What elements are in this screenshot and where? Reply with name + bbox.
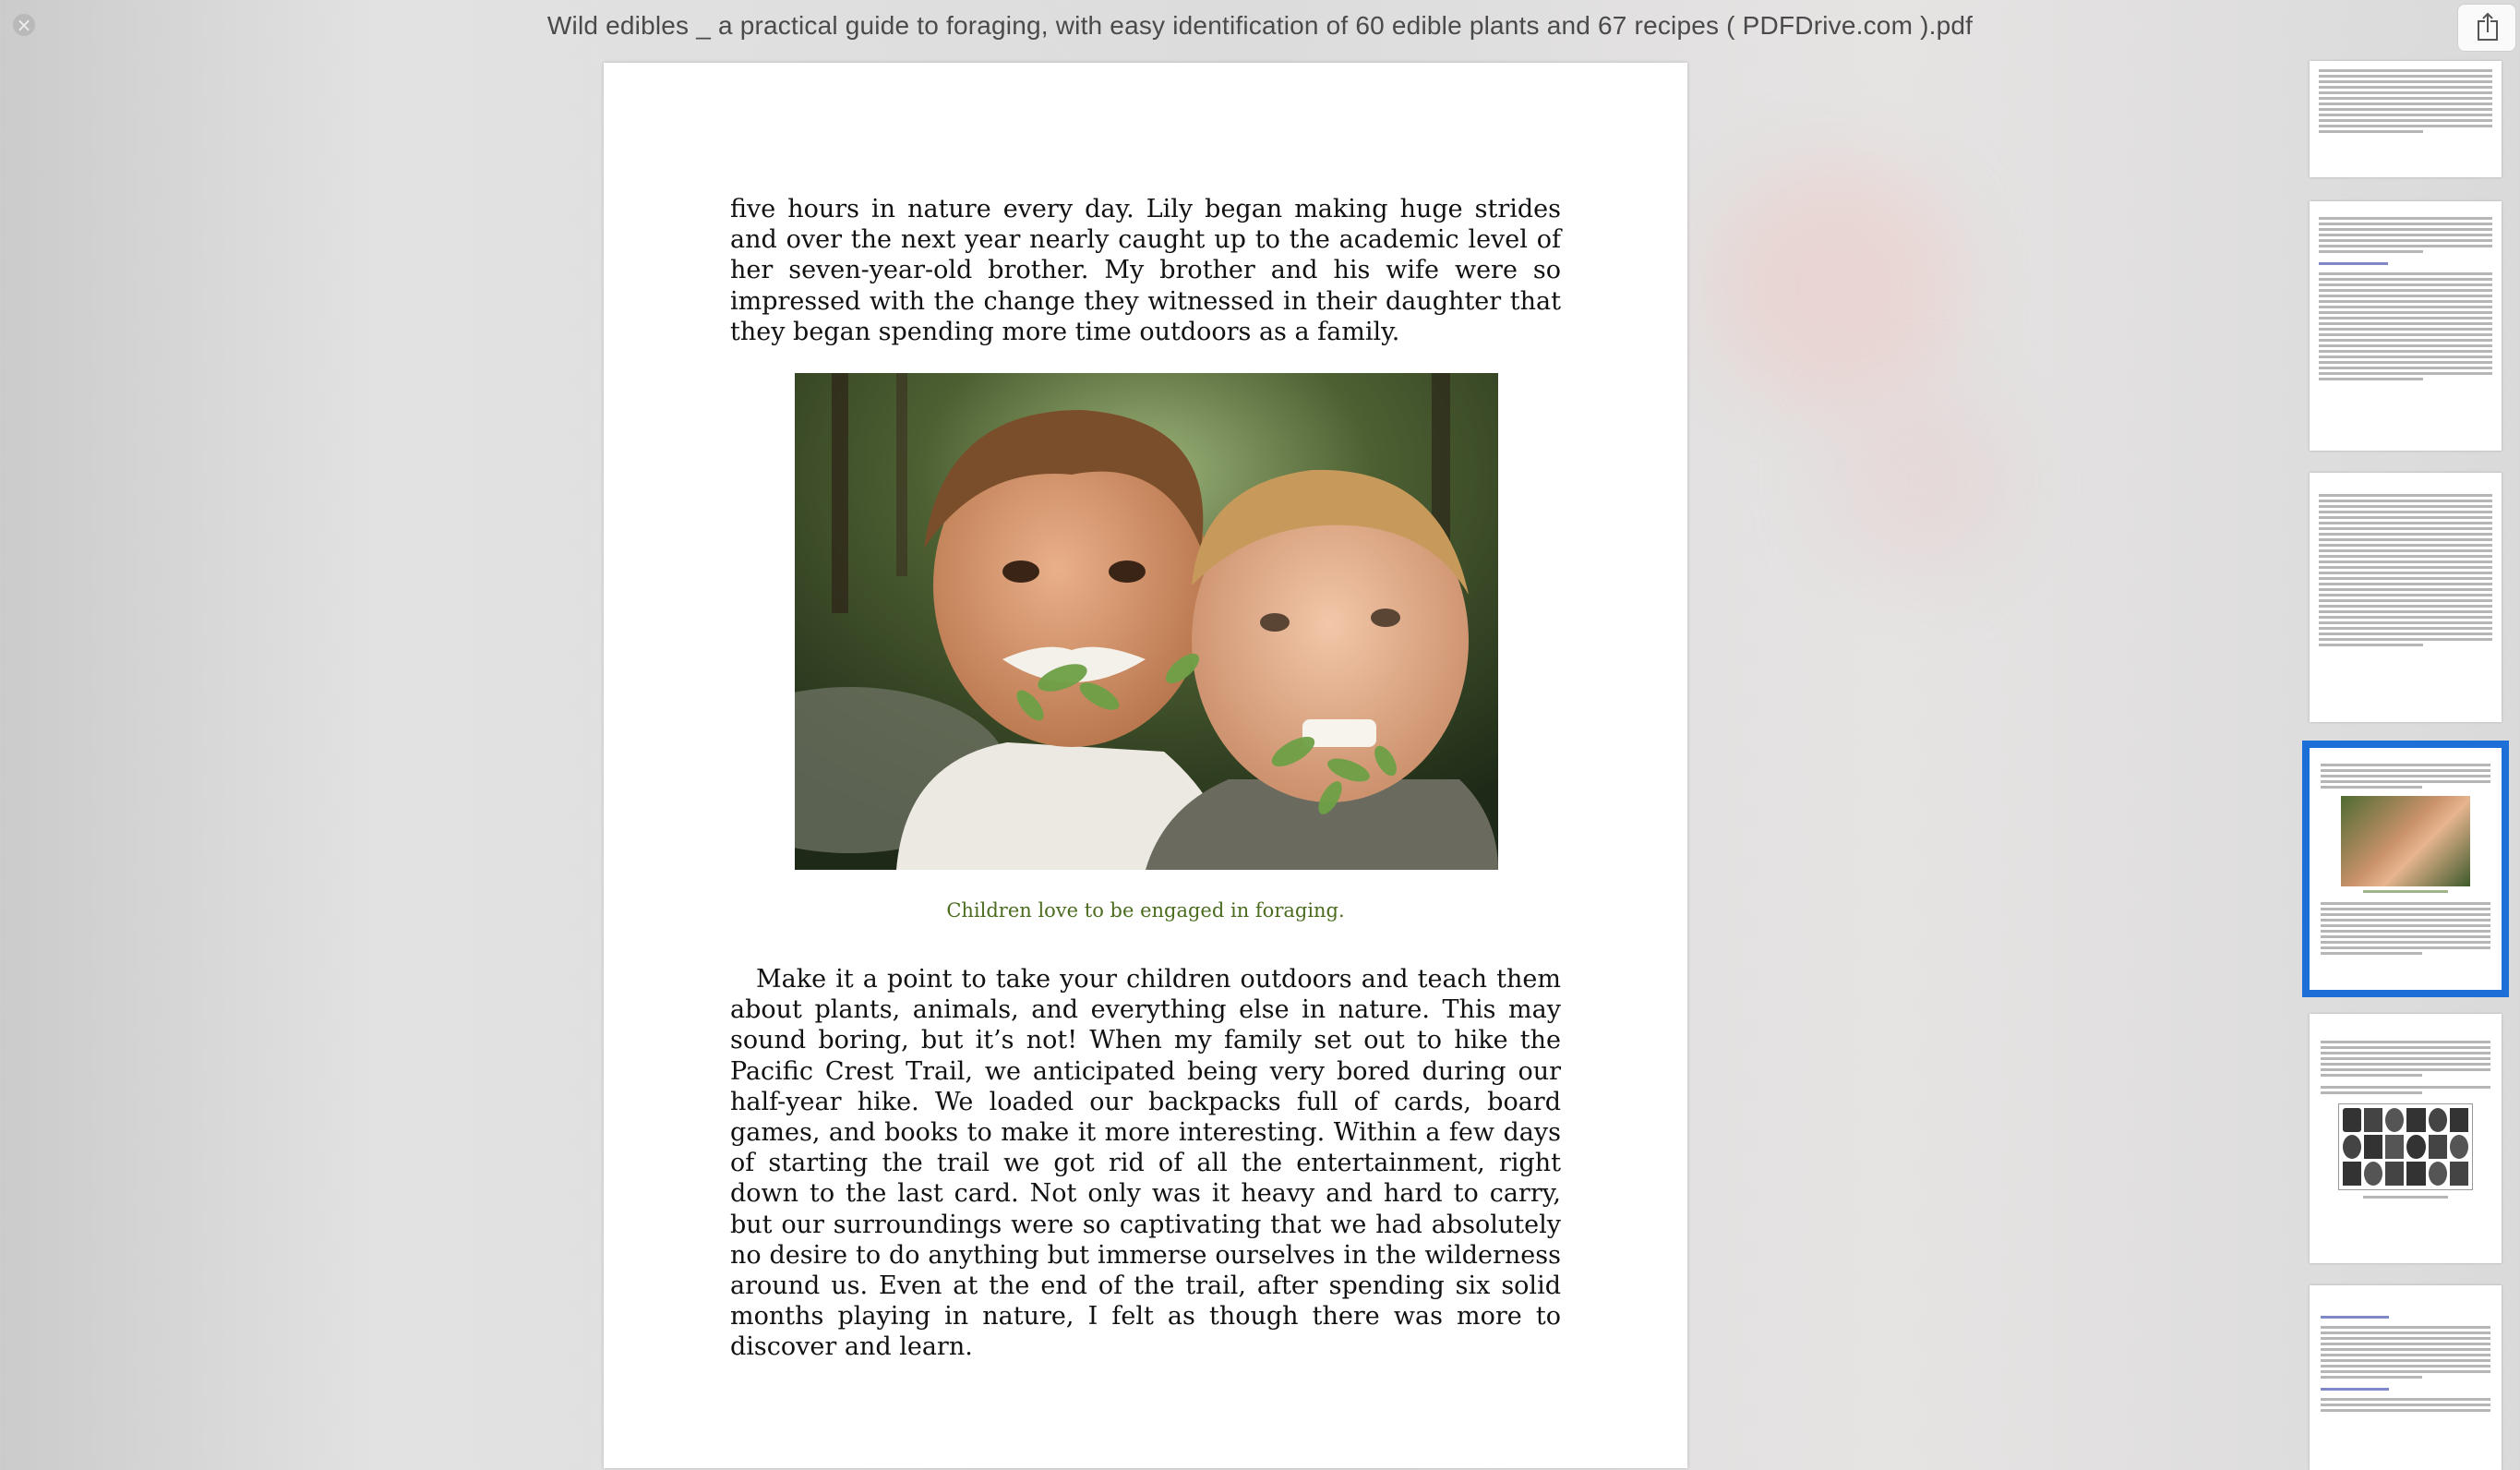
page-thumbnail-2[interactable] <box>2310 201 2502 451</box>
share-icon <box>2458 5 2517 53</box>
page-thumbnail-6[interactable] <box>2310 1285 2502 1470</box>
background-blur <box>1717 166 1957 406</box>
pdf-page <box>604 63 1687 1468</box>
title-bar <box>0 0 2520 55</box>
background-blur <box>1828 388 2012 572</box>
page-thumbnail-3[interactable] <box>2310 473 2502 722</box>
page-thumbnail-4[interactable] <box>2310 748 2502 990</box>
window-title: Wild edibles _ a practical guide to foraging, with easy identification of 60 edible plants and 67 recipes ( PDFDrive.com ).pdf <box>546 11 1974 40</box>
thumbnail-photo <box>2341 796 2470 886</box>
share-button[interactable] <box>2457 4 2516 52</box>
page-thumbnail-5[interactable] <box>2310 1014 2502 1263</box>
close-icon[interactable]: × <box>13 14 35 36</box>
body-paragraph: Make it a point to take your children outdoors and teach them about plants, animals, and everything else in nature. This may sound boring, but it’s not! When my family set out to hike the Pacific Crest Trail, we anticipated being very bored during our half-year hike. We loaded our backpacks full of cards, board games, and books to make it more interesting. Within a few days of starting the trail we got rid of all the entertainment, right down to the last card. Not only was it heavy and hard to carry, but our surroundings were so captivating that we had absolutely no desire to do anything but immerse ourselves in the wilderness around us. Even at the end of the trail, after spending six solid months playing in nature, I felt as though there was more to discover and learn. <box>730 965 1561 1362</box>
thumbnail-symbols-grid <box>2338 1103 2473 1190</box>
photo-caption: Children love to be engaged in foraging. <box>946 899 1345 922</box>
photo-children-foraging <box>795 373 1498 870</box>
page-thumbnail-1[interactable] <box>2310 61 2502 177</box>
body-paragraph: five hours in nature every day. Lily began making huge strides and over the next year nearly caught up to the academic level of her seven-year-old brother. My brother and his wife were so impressed with the change they witnessed in their daughter that they began spending more time outdoors as a family. <box>730 195 1561 346</box>
